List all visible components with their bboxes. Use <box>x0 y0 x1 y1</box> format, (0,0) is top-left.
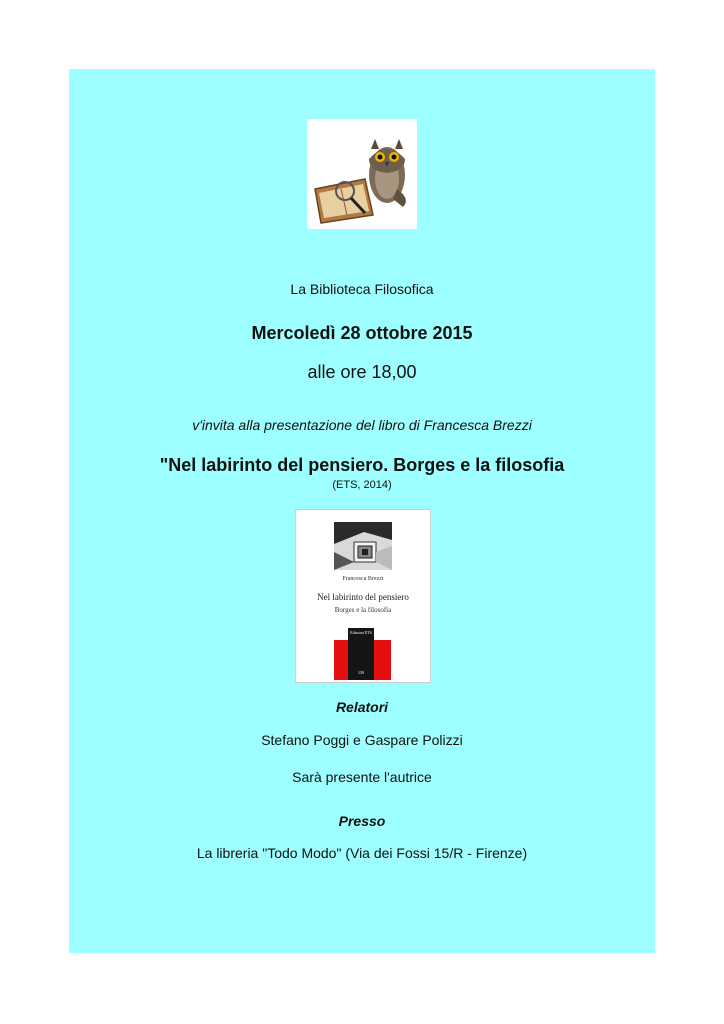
cover-author: Francesca Brezzi <box>342 576 384 582</box>
venue-place: La libreria "Todo Modo" (Via dei Fossi 15/R - Firenze) <box>196 845 528 861</box>
book-title: "Nel labirinto del pensiero. Borges e la filosofia <box>159 455 565 475</box>
cover-title: Nel labirinto del pensiero <box>317 592 409 602</box>
cover-illustration <box>334 522 392 570</box>
cover-series-number: 139 <box>358 670 364 675</box>
speakers-heading: Relatori <box>335 699 389 715</box>
venue-heading: Presso <box>338 813 386 829</box>
owl-logo-icon <box>307 119 417 229</box>
flyer-panel <box>69 69 655 953</box>
cover-subtitle: Borges e la filosofia <box>334 606 392 614</box>
speakers-names: Stefano Poggi e Gaspare Polizzi <box>261 732 463 748</box>
book-publisher-year: (ETS, 2014) <box>332 479 392 491</box>
book-cover <box>295 509 431 683</box>
author-presence-note: Sarà presente l'autrice <box>292 769 432 785</box>
invite-text: v'invita alla presentazione del libro di Francesca Brezzi <box>192 417 532 433</box>
event-time: alle ore 18,00 <box>307 362 417 382</box>
cover-publisher: Edizioni ETS <box>350 630 372 635</box>
organizer-name: La Biblioteca Filosofica <box>290 281 434 297</box>
event-date: Mercoledì 28 ottobre 2015 <box>251 323 473 343</box>
